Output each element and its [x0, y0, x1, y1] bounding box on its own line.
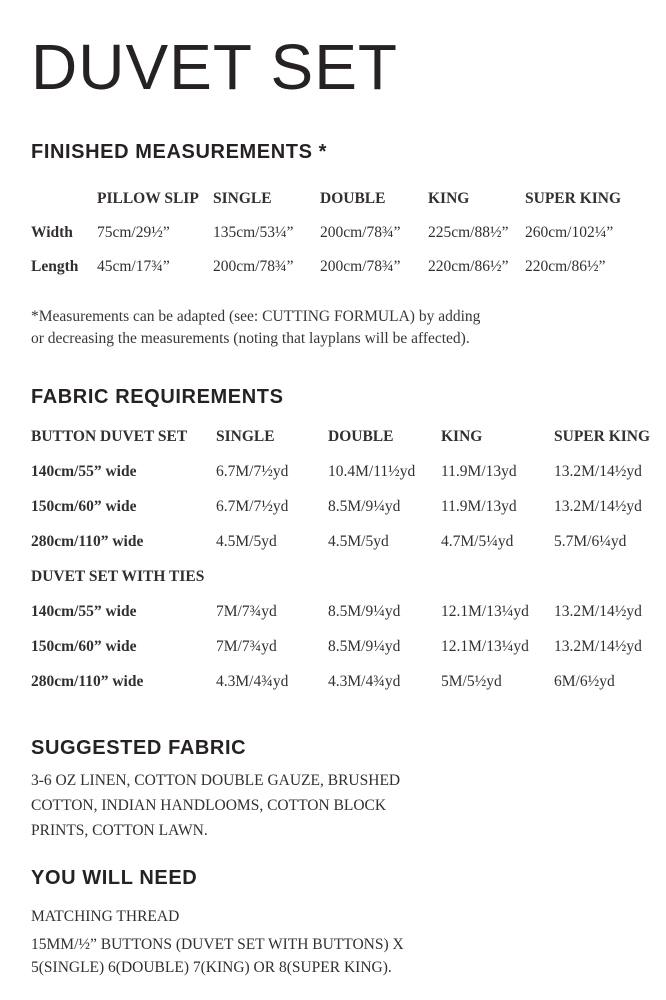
table-cell: 8.5M/9¼yd — [328, 638, 401, 655]
table-cell: 13.2M/14½yd — [554, 463, 642, 480]
table-cell: 12.1M/13¼yd — [441, 638, 529, 655]
table-cell: 11.9M/13yd — [441, 463, 517, 480]
table-cell: 12.1M/13¼yd — [441, 603, 529, 620]
row-label-length: Length — [31, 258, 79, 275]
table-cell: 200cm/78¾” — [213, 258, 294, 275]
table-cell: 200cm/78¾” — [320, 224, 401, 241]
table-cell: 4.3M/4¾yd — [216, 673, 289, 690]
table-cell: 13.2M/14½yd — [554, 498, 642, 515]
measurements-footnote: *Measurements can be adapted (see: CUTTING FORMULA) by adding or decreasing the measurements (noting that layplans will be affected). — [31, 308, 481, 347]
table-cell: 220cm/86½” — [525, 258, 606, 275]
you-will-need-item-thread: MATCHING THREAD — [31, 908, 180, 925]
table-cell: 6.7M/7½yd — [216, 498, 289, 515]
you-will-need-item-buttons: 15MM/½” BUTTONS (DUVET SET WITH BUTTONS) X 5(SINGLE) 6(DOUBLE) 7(KING) OR 8(SUPER KING). — [31, 936, 404, 976]
table-cell: 7M/7¾yd — [216, 603, 277, 620]
table-cell: 10.4M/11½yd — [328, 463, 416, 480]
column-header-double: DOUBLE — [328, 428, 394, 445]
suggested-fabric-heading: SUGGESTED FABRIC — [31, 737, 247, 759]
table-cell: 220cm/86½” — [428, 258, 509, 275]
row-label-150cm: 150cm/60” wide — [31, 498, 137, 515]
table-cell: 13.2M/14½yd — [554, 638, 642, 655]
table-cell: 6M/6½yd — [554, 673, 615, 690]
column-header-king: KING — [428, 190, 470, 207]
table-cell: 4.7M/5¼yd — [441, 533, 514, 550]
fabric-requirements-heading: FABRIC REQUIREMENTS — [31, 386, 284, 408]
finished-measurements-table — [31, 189, 636, 276]
table-cell: 6.7M/7½yd — [216, 463, 289, 480]
table-cell: 5M/5½yd — [441, 673, 502, 690]
column-header-single: SINGLE — [213, 190, 272, 207]
row-label-280cm: 280cm/110” wide — [31, 533, 144, 550]
table-cell: 200cm/78¾” — [320, 258, 401, 275]
row-label-150cm: 150cm/60” wide — [31, 638, 137, 655]
table-cell: 225cm/88½” — [428, 224, 509, 241]
table-cell: 75cm/29½” — [97, 224, 170, 241]
table-corner-cell — [31, 189, 97, 208]
column-header-double: DOUBLE — [320, 190, 386, 207]
page-title: DUVET SET — [31, 31, 398, 103]
row-label-140cm: 140cm/55” wide — [31, 463, 137, 480]
suggested-fabric-body: 3-6 OZ LINEN, COTTON DOUBLE GAUZE, BRUSHED COTTON, INDIAN HANDLOOMS, COTTON BLOCK PRINTS, COTTON LAWN. — [31, 772, 401, 839]
table-cell: 11.9M/13yd — [441, 498, 517, 515]
button-duvet-set-label: BUTTON DUVET SET — [31, 428, 188, 445]
table-cell: 4.5M/5yd — [328, 533, 389, 550]
table-cell: 260cm/102¼” — [525, 224, 614, 241]
fabric-requirements-table — [31, 427, 651, 691]
table-cell: 5.7M/6¼yd — [554, 533, 627, 550]
column-header-king: KING — [441, 428, 483, 445]
column-header-pillow-slip: PILLOW SLIP — [97, 190, 199, 207]
row-label-140cm: 140cm/55” wide — [31, 603, 137, 620]
column-header-super-king: SUPER KING — [525, 190, 622, 207]
column-header-single: SINGLE — [216, 428, 275, 445]
table-cell: 45cm/17¾” — [97, 258, 170, 275]
table-cell: 4.3M/4¾yd — [328, 673, 401, 690]
row-label-280cm: 280cm/110” wide — [31, 673, 144, 690]
table-cell: 8.5M/9¼yd — [328, 603, 401, 620]
table-cell: 8.5M/9¼yd — [328, 498, 401, 515]
row-label-width: Width — [31, 224, 73, 241]
duvet-set-with-ties-label: DUVET SET WITH TIES — [31, 568, 205, 585]
column-header-super-king: SUPER KING — [554, 428, 651, 445]
table-cell: 7M/7¾yd — [216, 638, 277, 655]
table-cell: 13.2M/14½yd — [554, 603, 642, 620]
table-cell: 4.5M/5yd — [216, 533, 277, 550]
finished-measurements-heading: FINISHED MEASUREMENTS * — [31, 141, 328, 163]
you-will-need-heading: YOU WILL NEED — [31, 867, 198, 889]
table-cell: 135cm/53¼” — [213, 224, 294, 241]
